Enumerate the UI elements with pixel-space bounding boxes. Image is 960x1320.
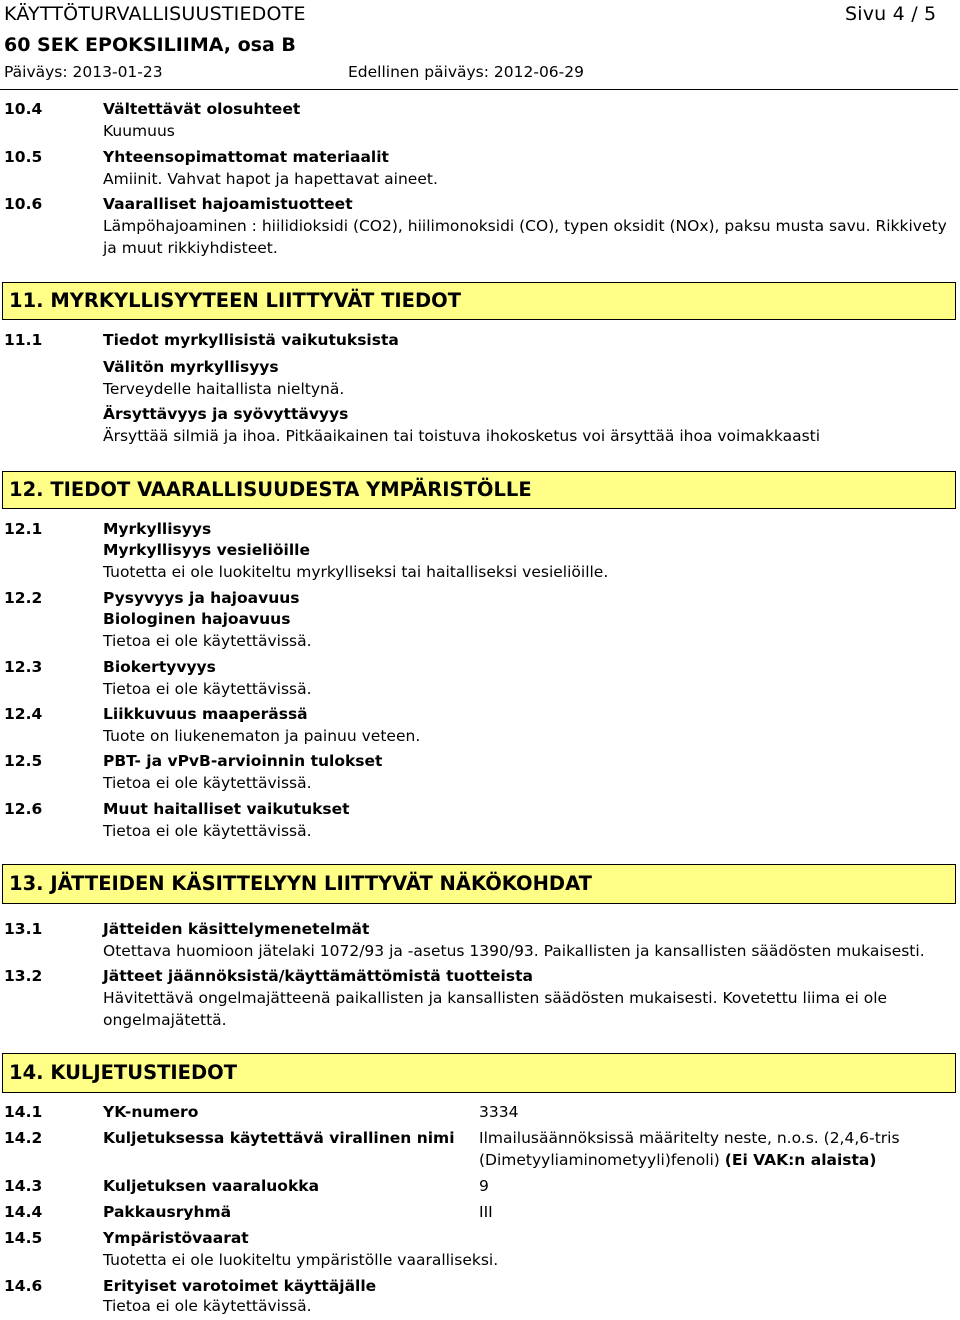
item-text: Tietoa ei ole käytettävissä. bbox=[103, 632, 312, 650]
item-number: 12.2 bbox=[4, 589, 43, 607]
item-text: Tuotetta ei ole luokiteltu ympäristölle vaaralliseksi. bbox=[103, 1251, 499, 1269]
item-number: 14.6 bbox=[4, 1277, 43, 1295]
item-number: 14.3 bbox=[4, 1177, 43, 1195]
item-text: Amiinit. Vahvat hapot ja hapettavat aineet. bbox=[103, 170, 438, 188]
item-number: 12.5 bbox=[4, 752, 43, 770]
item-heading: Vaaralliset hajoamistuotteet bbox=[103, 195, 353, 213]
item-heading: Erityiset varotoimet käyttäjälle bbox=[103, 1277, 377, 1295]
section-heading-14: 14. KULJETUSTIEDOT bbox=[2, 1053, 956, 1093]
item-number: 12.1 bbox=[4, 520, 43, 538]
item-heading: YK-numero bbox=[103, 1103, 199, 1121]
issue-date: Päiväys: 2013-01-23 bbox=[4, 63, 163, 81]
item-heading: Yhteensopimattomat materiaalit bbox=[103, 148, 389, 166]
section-heading-11: 11. MYRKYLLISYYTEEN LIITTYVÄT TIEDOT bbox=[2, 282, 956, 320]
document-title: KÄYTTÖTURVALLISUUSTIEDOTE bbox=[4, 3, 306, 25]
item-text: Terveydelle haitallista nieltynä. bbox=[103, 380, 345, 398]
section-heading-13: 13. JÄTTEIDEN KÄSITTELYYN LIITTYVÄT NÄKÖKOHDAT bbox=[2, 864, 956, 904]
item-text: Tietoa ei ole käytettävissä. bbox=[103, 822, 312, 840]
sub-heading: Ärsyttävyys ja syövyttävyys bbox=[103, 405, 349, 423]
item-heading: Kuljetuksessa käytettävä virallinen nimi bbox=[103, 1129, 455, 1147]
sub-heading: Välitön myrkyllisyys bbox=[103, 358, 279, 376]
item-value: 9 bbox=[479, 1177, 489, 1195]
item-heading: Pakkausryhmä bbox=[103, 1203, 232, 1221]
item-number: 12.4 bbox=[4, 705, 43, 723]
item-text: Ärsyttää silmiä ja ihoa. Pitkäaikainen tai toistuva ihokosketus voi ärsyttää ihoa voimakkaasti bbox=[103, 427, 821, 445]
item-heading: Jätteet jäännöksistä/käyttämättömistä tuotteista bbox=[103, 967, 533, 985]
item-text: Lämpöhajoaminen : hiilidioksidi (CO2), hiilimonoksidi (CO), typen oksidit (NOx), paksu musta savu. Rikkivety ja muut rikkiyhdisteet. bbox=[103, 217, 947, 257]
item-number: 10.6 bbox=[4, 195, 43, 213]
section-heading-12: 12. TIEDOT VAARALLISUUDESTA YMPÄRISTÖLLE bbox=[2, 471, 956, 509]
item-heading: Ympäristövaarat bbox=[103, 1229, 249, 1247]
header-divider bbox=[0, 89, 958, 90]
item-heading: Muut haitalliset vaikutukset bbox=[103, 800, 350, 818]
item-number: 14.4 bbox=[4, 1203, 43, 1221]
item-number: 10.5 bbox=[4, 148, 43, 166]
item-heading: Tiedot myrkyllisistä vaikutuksista bbox=[103, 331, 399, 349]
previous-date: Edellinen päiväys: 2012-06-29 bbox=[348, 63, 584, 81]
item-text: Tuote on liukenematon ja painuu veteen. bbox=[103, 727, 421, 745]
item-text: Kuumuus bbox=[103, 122, 175, 140]
item-heading: Kuljetuksen vaaraluokka bbox=[103, 1177, 320, 1195]
item-number: 10.4 bbox=[4, 100, 43, 118]
item-number: 12.3 bbox=[4, 658, 43, 676]
item-value: 3334 bbox=[479, 1103, 519, 1121]
item-heading: Jätteiden käsittelymenetelmät bbox=[103, 920, 370, 938]
item-heading: Liikkuvuus maaperässä bbox=[103, 705, 308, 723]
item-value: III bbox=[479, 1203, 493, 1221]
item-heading: PBT- ja vPvB-arvioinnin tulokset bbox=[103, 752, 383, 770]
item-number: 14.2 bbox=[4, 1129, 43, 1147]
item-heading: Myrkyllisyys bbox=[103, 520, 212, 538]
item-text: Tuotetta ei ole luokiteltu myrkylliseksi tai haitalliseksi vesieliöille. bbox=[103, 563, 609, 581]
sub-heading: Myrkyllisyys vesieliöille bbox=[103, 541, 310, 559]
item-number: 13.2 bbox=[4, 967, 43, 985]
item-number: 12.6 bbox=[4, 800, 43, 818]
item-text: Tietoa ei ole käytettävissä. bbox=[103, 774, 312, 792]
item-value: Ilmailusäännöksissä määritelty neste, n.o.s. (2,4,6-tris bbox=[479, 1129, 900, 1147]
item-heading: Pysyvyys ja hajoavuus bbox=[103, 589, 300, 607]
item-text: Otettava huomioon jätelaki 1072/93 ja -asetus 1390/93. Paikallisten ja kansallisten säädösten mukaisesti. bbox=[103, 942, 925, 960]
item-value-part: (Dimetyyliaminometyyli)fenoli) bbox=[479, 1151, 725, 1169]
item-value-continued bbox=[479, 1151, 876, 1169]
page-number: Sivu 4 / 5 bbox=[845, 3, 937, 25]
item-number: 14.5 bbox=[4, 1229, 43, 1247]
item-heading: Vältettävät olosuhteet bbox=[103, 100, 301, 118]
item-number: 13.1 bbox=[4, 920, 43, 938]
item-number: 11.1 bbox=[4, 331, 43, 349]
product-name: 60 SEK EPOKSILIIMA, osa B bbox=[4, 34, 296, 56]
item-text: Tietoa ei ole käytettävissä. bbox=[103, 680, 312, 698]
sub-heading: Biologinen hajoavuus bbox=[103, 610, 291, 628]
item-heading: Biokertyvyys bbox=[103, 658, 216, 676]
item-value-emphasis: (Ei VAK:n alaista) bbox=[724, 1151, 877, 1169]
item-number: 14.1 bbox=[4, 1103, 43, 1121]
item-text: Hävitettävä ongelmajätteenä paikallisten ja kansallisten säädösten mukaisesti. Kovetettu liima ei ole ongelmajätettä. bbox=[103, 989, 888, 1029]
item-text: Tietoa ei ole käytettävissä. bbox=[103, 1297, 312, 1315]
